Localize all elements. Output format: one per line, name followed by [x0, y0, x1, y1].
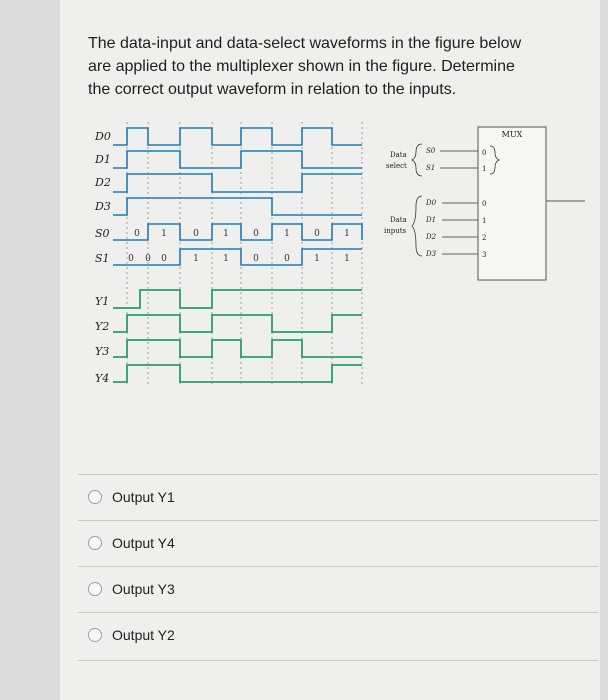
- question-line-2: are applied to the multiplexer shown in the figure. Determine: [88, 58, 515, 75]
- s1-value: 1: [223, 254, 229, 264]
- option-label: Output Y1: [112, 489, 175, 505]
- label-s0: S0: [95, 227, 110, 240]
- signal-labels: [94, 130, 111, 385]
- s0-value: 1: [223, 229, 229, 239]
- waveform-d1: [113, 151, 362, 168]
- data-inputs-brace: [412, 196, 422, 256]
- radio-button[interactable]: [88, 628, 102, 642]
- input-pin-0: 0: [482, 200, 487, 208]
- waveform-d3: [113, 198, 362, 215]
- waveform-s0: [113, 224, 362, 240]
- data-select-label-bottom: select: [386, 162, 407, 170]
- mux-title: MUX: [501, 130, 523, 139]
- pin-s0: S0: [426, 147, 436, 155]
- data-inputs-label-top: Data: [390, 216, 407, 224]
- divider: [78, 612, 598, 613]
- option-label: Output Y2: [112, 627, 175, 643]
- waveform-y2: [113, 315, 362, 332]
- data-inputs-label-bottom: inputs: [384, 227, 407, 235]
- option-output-y1[interactable]: [88, 489, 175, 505]
- label-y2: Y2: [95, 320, 110, 333]
- s0-value: 0: [134, 229, 140, 239]
- waveform-d0: [113, 128, 362, 145]
- s1-value: 0: [161, 254, 167, 264]
- input-pin-2: 2: [482, 234, 487, 242]
- data-select-label-top: Data: [390, 151, 407, 159]
- pin-d3: D3: [426, 250, 437, 258]
- radio-button[interactable]: [88, 490, 102, 504]
- data-select-brace: [412, 144, 422, 176]
- divider: [78, 566, 598, 567]
- label-d2: D2: [95, 176, 111, 189]
- label-y1: Y1: [95, 295, 110, 308]
- input-pin-1: 1: [482, 217, 487, 225]
- input-pin-3: 3: [482, 251, 487, 259]
- s0-value: 1: [161, 229, 167, 239]
- s0-values: [134, 229, 350, 239]
- s1-value: 1: [193, 254, 199, 264]
- pin-d1: D1: [426, 216, 437, 224]
- waveform-y1: [113, 290, 362, 308]
- s1-value: 0: [284, 254, 290, 264]
- pin-s1: S1: [426, 164, 436, 172]
- data-waveforms: [113, 128, 362, 215]
- option-output-y2[interactable]: [88, 627, 175, 643]
- divider: [78, 474, 598, 475]
- s0-value: 1: [344, 229, 350, 239]
- s1-value: 0: [145, 254, 151, 264]
- label-s1: S1: [95, 252, 110, 265]
- select-pin-1: 1: [482, 165, 487, 173]
- radio-button[interactable]: [88, 536, 102, 550]
- s1-value: 0: [128, 254, 134, 264]
- label-d3: D3: [95, 200, 111, 213]
- pin-d0: D0: [426, 199, 437, 207]
- waveform-y3: [113, 340, 362, 357]
- label-y3: Y3: [95, 345, 110, 358]
- s0-value: 1: [284, 229, 290, 239]
- radio-button[interactable]: [88, 582, 102, 596]
- mux-box: [478, 127, 546, 280]
- option-label: Output Y3: [112, 581, 175, 597]
- output-waveforms: [113, 290, 362, 382]
- s0-value: 0: [253, 229, 259, 239]
- divider: [78, 520, 598, 521]
- option-output-y3[interactable]: [88, 581, 175, 597]
- pin-d2: D2: [426, 233, 437, 241]
- label-y4: Y4: [95, 372, 110, 385]
- question-line-3: the correct output waveform in relation to the inputs.: [88, 81, 457, 98]
- label-d0: D0: [95, 130, 111, 143]
- waveform-y4: [113, 365, 362, 382]
- question-line-1: The data-input and data-select waveforms in the figure below: [88, 35, 522, 52]
- waveform-d2: [113, 174, 362, 192]
- s1-value: 0: [253, 254, 259, 264]
- mux-block: [384, 127, 585, 280]
- select-pin-0: 0: [482, 149, 487, 157]
- s0-value: 0: [314, 229, 320, 239]
- divider: [78, 660, 598, 661]
- s1-values: [128, 254, 350, 264]
- s0-value: 0: [193, 229, 199, 239]
- option-output-y4[interactable]: [88, 535, 175, 551]
- s1-value: 1: [344, 254, 350, 264]
- label-d1: D1: [95, 153, 111, 166]
- s1-value: 1: [314, 254, 320, 264]
- option-label: Output Y4: [112, 535, 175, 551]
